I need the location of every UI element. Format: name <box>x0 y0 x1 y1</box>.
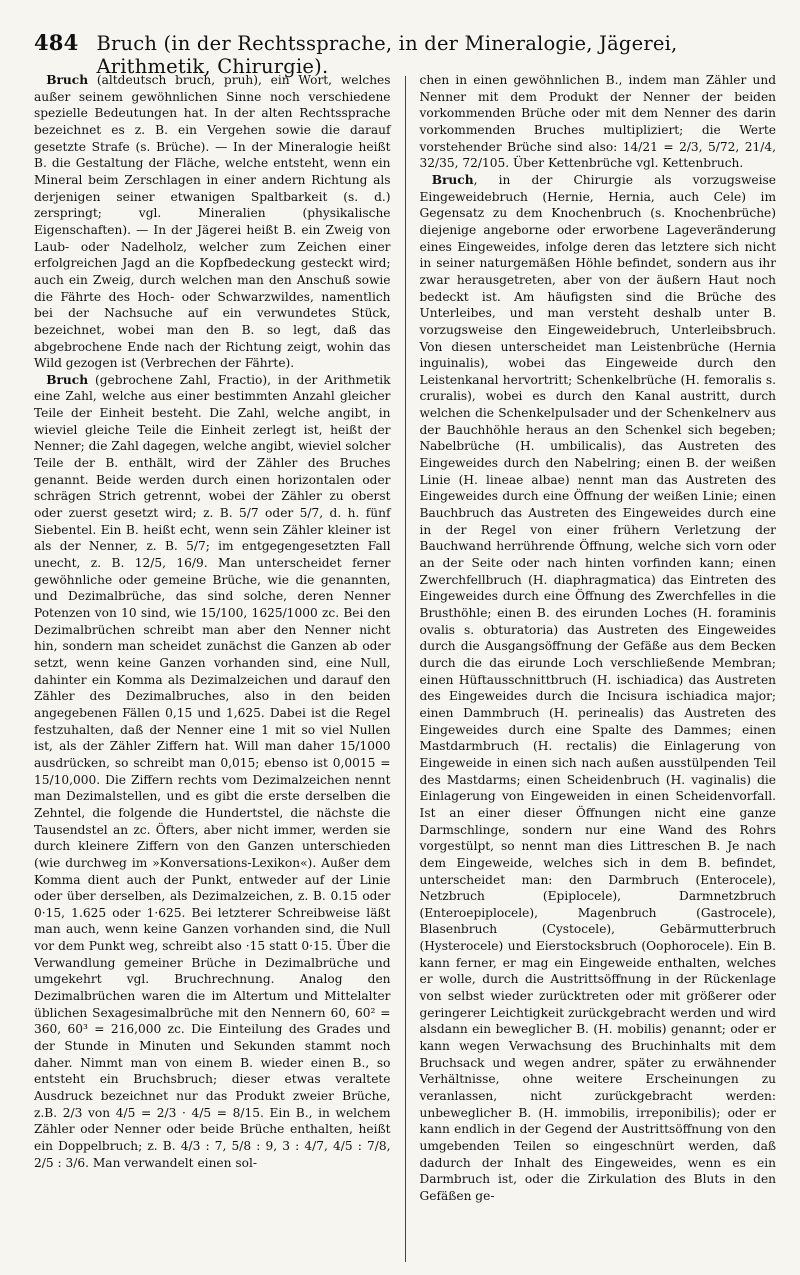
entry-text: (gebrochene Zahl, Fractio), in der Arithmetik eine Zahl, welche aus einer bestimmten Anzahl gleicher Teile der Einheit besteht. Die Zahl, welche angibt, in wieviel gleiche Teile die Einheit zerlegt ist, heißt der Nenner; die Zahl dagegen, welche angibt, wieviel solcher Teile der B. enthält, wird der Zähler des Bruches genannt. Beide werden durch einen horizontalen oder schrägen Strich getrennt, wobei der Zähler zu oberst oder zuerst gesetzt wird; z. B. 5/7 oder 5/7, d. h. fünf Siebentel. Ein B. heißt echt, wenn sein Zähler kleiner ist als der Nenner, z. B. 5/7; im entgegengesetzten Fall unecht, z. B. 12/5, 16/9. Man unterscheidet ferner gewöhnliche oder gemeine Brüche, wie die genannten, und Dezimalbrüche, das sind solche, deren Nenner Potenzen von 10 sind, wie 15/100, 1625/1000 zc. Bei den Dezimalbrüchen schreibt man aber den Nenner nicht hin, sondern man scheidet zunächst die Ganzen ab oder setzt, wenn keine Ganzen vorhanden sind, eine Null, dahinter ein Komma als Dezimalzeichen und darauf den Zähler des Dezimalbruches, also in den beiden angegebenen Fällen 0,15 und 1,625. Dabei ist die Regel festzuhalten, daß der Nenner eine 1 mit so viel Nullen ist, als der Zähler Ziffern hat. Will man daher 15/1000 ausdrücken, so schreibt man 0,015; ebenso ist 0,0015 = 15/10,000. Die Ziffern rechts vom Dezimalzeichen nennt man Dezimalstellen, und es gibt die erste derselben die Zehntel, die folgende die Hundertstel, die nächste die Tausendstel an zc. Öfters, aber nicht immer, werden sie durch kleinere Ziffern von den Ganzen unterschieden (wie durchweg im »Konversations-Lexikon«). Außer dem Komma dient auch der Punkt, entweder auf der Linie oder über derselben, als Dezimalzeichen, z. B. 0.15 oder 0·15, 1.625 oder 1·625. Bei letzterer Schreibweise läßt man auch, wenn keine Ganzen vorhanden sind, die Null vor dem Punkt weg, schreibt also ·15 statt 0·15. Über die Verwandlung gemeiner Brüche in Dezimalbrüche und umgekehrt vgl. Bruchrechnung. Analog den Dezimalbrüchen waren die im Altertum und Mittelalter üblichen Sexagesimalbrüche mit den Nennern 60, 60² = 360, 60³ = 216,000 zc. Die Einteilung des Grades und der Stunde in Minuten und Sekunden stammt noch daher. Nimmt man von einem B. wieder einen B., so entsteht ein Bruchsbruch; dieser etwas veraltete Ausdruck bezeichnet nur das Produkt zweier Brüche, z.B. 2/3 von 4/5 = 2/3 · 4/5 = 8/15. Ein B., in welchem Zähler oder Nenner oder beide Brüche enthalten, heißt ein Doppelbruch; z. B. 4/3 : 7, 5/8 : 9, 3 : 4/7, 4/5 : 7/8, 2/5 : 3/6. Man verwandelt einen sol- <box>34 372 391 1170</box>
entry-keyword: Bruch <box>46 372 89 387</box>
entry-bruch-arithmetic <box>34 372 391 1172</box>
running-head-title: Bruch (in der Rechtssprache, in der Mineralogie, Jägerei, Arithmetik, Chirurgie). <box>96 32 678 78</box>
entry-text: chen in einen gewöhnlichen B., indem man Zähler und Nenner mit dem Produkt der Nenner der beiden vorkommenden Brüche oder mit dem Nenner des darin vorkommenden Bruches multipliziert; die Werte vorstehender Brüche sind also: 14/21 = 2/3, 5/72, 21/4, 32/35, 72/105. Über Kettenbrüche vgl. Kettenbruch. <box>419 73 776 171</box>
entry-text: (altdeutsch bruch, pruh), ein Wort, welches außer seinem gewöhnlichen Sinne noch verschiedene spezielle Bedeutungen hat. In der alten Rechtssprache bezeichnet es z. B. ein Vergehen sowie die darauf gesetzte Strafe (s. Brüche). — In der Mineralogie heißt B. die Gestaltung der Fläche, welche entsteht, wenn ein Mineral beim Zerschlagen in einer andern Richtung als derjenigen seiner etwanigen Spaltbarkeit (s. d.) zerspringt; vgl. Mineralien (physikalische Eigenschaften). — In der Jägerei heißt B. ein Zweig von Laub- oder Nadelholz, welcher zum Zeichen einer erfolgreichen Jagd an die Kopfbedeckung gesteckt wird; auch ein Zweig, durch welchen man den Anschuß sowie die Fährte des Hoch- oder Schwarzwildes, namentlich bei der Nachsuche auf ein verwundetes Stück, bezeichnet, wobei man den B. so legt, daß das abgebrochene Ende nach der Richtung zeigt, wohin das Wild gezogen ist (Verbrechen der Fährte). <box>34 73 391 371</box>
right-column <box>420 72 777 1262</box>
entry-keyword: Bruch <box>431 172 474 187</box>
page-number: 484 <box>34 30 79 55</box>
entry-bruch-surgery <box>420 172 777 1205</box>
entry-keyword: Bruch <box>46 73 89 87</box>
entry-bruch-general <box>34 72 391 372</box>
text-columns <box>34 72 776 1262</box>
running-head <box>34 30 776 78</box>
entry-continuation <box>420 72 777 172</box>
column-divider <box>405 76 406 1262</box>
left-column <box>34 72 391 1262</box>
entry-text: , in der Chirurgie als vorzugsweise Eingeweidebruch (Hernie, Hernia, auch Cele) im Gegensatz zu dem Knochenbruch (s. Knochenbrüche) diejenige angeborne oder erworbene Lageveränderung eines Eingeweides, infolge deren das letztere sich nicht in seiner naturgemäßen Höhle befindet, sondern aus ihr zwar herausgetreten, aber von der äußern Haut noch bedeckt ist. Am häufigsten sind die Brüche des Unterleibes, und man versteht deshalb unter B. vorzugsweise den Eingeweidebruch, Unterleibsbruch. Von diesen unterscheidet man Leistenbrüche (Hernia inguinalis), wobei das Eingeweide durch den Leistenkanal hervortritt; Schenkelbrüche (H. femoralis s. cruralis), wobei es durch den Kanal austritt, durch welchen die Schenkelpulsader und der Schenkelnerv aus der Bauchhöhle heraus an den Schenkel sich begeben; Nabelbrüche (H. umbilicalis), das Austreten des Eingeweides durch den Nabelring; einen B. der weißen Linie (H. lineae albae) nennt man das Austreten des Eingeweides durch eine Öffnung der weißen Linie; einen Bauchbruch das Austreten des Eingeweides durch eine in der Regel von einer frühern Verletzung der Bauchwand herrührende Öffnung, welche sich vorn oder an der Seite oder nach hinten vorfinden kann; einen Zwerchfellbruch (H. diaphragmatica) das Eintreten des Eingeweides durch eine Öffnung des Zwerchfelles in die Brusthöhle; einen B. des eirunden Loches (H. foraminis ovalis s. obturatoria) das Austreten des Eingeweides durch die Ausgangsöffnung der Gefäße aus dem Becken durch die das eirunde Loch verschließende Membran; einen Hüftausschnittbruch (H. ischiadica) das Austreten des Eingeweides durch die Incisura ischiadica major; einen Dammbruch (H. perinealis) das Austreten des Eingeweides durch eine Spalte des Dammes; einen Mastdarmbruch (H. rectalis) die Einlagerung von Eingeweide in einen sich nach außen ausstülpenden Teil des Mastdarms; einen Scheidenbruch (H. vaginalis) die Einlagerung von Eingeweiden in einen Scheidenvorfall. Ist an einer dieser Öffnungen nicht eine ganze Darmschlinge, sondern nur eine Wand des Rohrs vorgestülpt, so nennt man dies Littreschen B. Je nach dem Eingeweide, welches sich in dem B. befindet, unterscheidet man: den Darmbruch (Enterocele), Netzbruch (Epiplocele), Darmnetzbruch (Enteroepiplocele), Magenbruch (Gastrocele), Blasenbruch (Cystocele), Gebärmutterbruch (Hysterocele) und Eierstocksbruch (Oophorocele). Ein B. kann ferner, er mag ein Eingeweide enthalten, welches er wolle, durch die Austrittsöffnung in der Rückenlage von selbst wieder zurücktreten oder mit größerer oder geringerer Leichtigkeit zurückgebracht werden und wird alsdann ein beweglicher B. (H. mobilis) genannt; oder er kann wegen Verwachsung des Bruchinhalts mit dem Bruchsack und wegen andrer, später zu erwähnender Verhältnisse, ohne weitere Erscheinungen zu veranlassen, nicht zurückgebracht werden: unbeweglicher B. (H. immobilis, irreponibilis); oder er kann endlich in der Gegend der Austrittsöffnung von den umgebenden Teilen so eingeschnürt werden, daß dadurch der Inhalt des Eingeweides, wenn es ein Darmbruch ist, oder die Zirkulation des Bluts in den Gefäßen ge- <box>419 172 776 1203</box>
